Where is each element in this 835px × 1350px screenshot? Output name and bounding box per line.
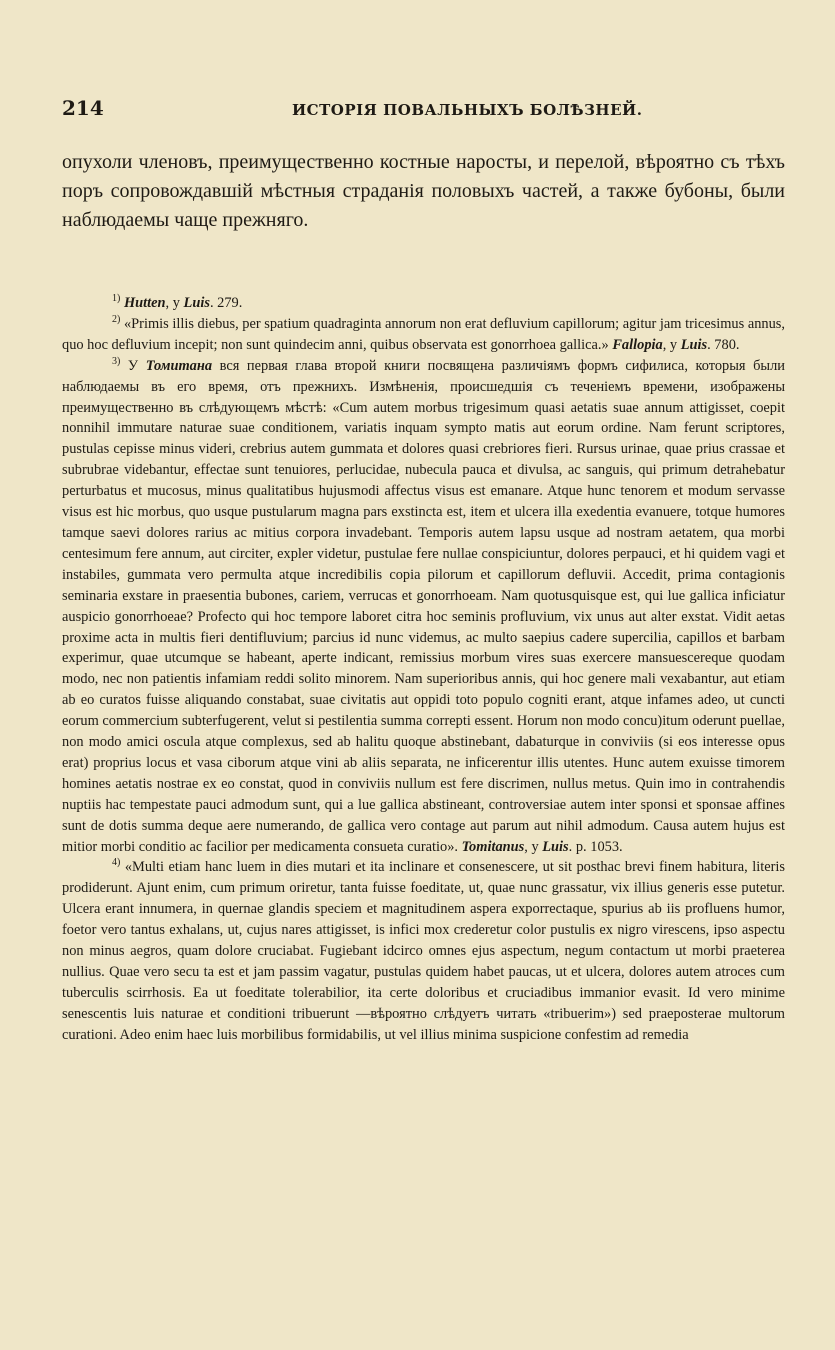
page-number: 214 bbox=[62, 96, 104, 120]
running-title: ИСТОРІЯ ПОВАЛЬНЫХЪ БОЛѢЗНЕЙ. bbox=[292, 101, 643, 119]
footnote-connector: , у bbox=[524, 838, 543, 855]
footnote-3 bbox=[62, 356, 785, 858]
footnote-2 bbox=[62, 314, 785, 356]
footnote-lead: У bbox=[127, 357, 146, 374]
footnote-source: Luis bbox=[680, 336, 708, 353]
footnote-marker: 1) bbox=[112, 293, 121, 305]
footnote-author-2: Tomitanus bbox=[461, 838, 525, 855]
footnote-marker: 3) bbox=[112, 355, 121, 367]
footnote-source: Luis bbox=[183, 295, 210, 311]
footnote-tail: . p. 1053. bbox=[568, 838, 623, 855]
footnote-4 bbox=[62, 857, 785, 1045]
footnote-text: вся первая глава второй книги посвящена различіямъ формъ сифилиса, которыя были наблюдаемы въ его время, отъ прежнихъ. Измѣненія, происшедшія съ теченіемъ времени, изображены преимущественно въ слѣдующемъ мѣстѣ: «Cum autem morbus trigesimum quasi aetatis suae annum attigisset, coepit nonnihil immutare naturae suae conditionem, variatis inquam sympto matis aut eorum ordine. Nam ferunt scriptores, pustulas cepisse minus videri, crebrius autem gummata et dolores quasi crebriores fieri. Rursus urinae, quae prius crassae et subrubrae videbantur, effectae sunt tenuiores, perlucidae, nubecula pauca et divulsa, ac sanguis, qui primum detrahebatur perturbatus et mucosus, minus qualitatibus hujusmodi affectus visus est emanare. Atque hunc tenorem et modum servasse visus est hic morbus, quo usque pustularum magna pars exstincta est, item et ulcera illa exedentia evanuere, totque humores tamque saevi dolores rarius ac mitius corpora invadebant. Temporis autem lapsu usque ad nostram aetatem, qua morbi centesimum fere annum, aut circiter, expler videtur, pustulae fere nullae conspiciuntur, dolores perpauci, et hi quidem vagi et instabiles, gummata vero permulta atque incredibilis copia pilorum et capillorum defluvii. Accedit, prima contagionis seminaria exstare in praesentia bubones, cariem, verrucas et gonorrhoeam. Nam quotusquisque est, qui lue gallica inficiatur auspicio gonorrhoeae? Profecto qui hoc tempore laboret citra hoc seminis profluvium, vix unus aut alter exstat. Vidit aetas proxime acta in multis fieri dentifluvium; parcius id nunc videmus, ac multo saepius cadere supercilia, capillos et barbam experimur, quae utcumque se habeant, aperte indicant, remissius morbum vires suas exercere mansuescereque quodam modo, nec non patientis infamiam reddi solito minorem. Nam superioribus annis, qui hoc genere mali vexabantur, aut etiam ab eo curatos fuisse aliquando constabat, suae civitatis aut oppidi toto populo cogniti erant, atque infames adeo, ut cuncti eorum commercium subterfugerent, velut si pestilentia summa correpti essent. Horum non modo concu)itum oderunt puellae, non modo amici oscula atque complexus, sed ab halitu quoque abstinebant, dabaturque in conviviis (si eos interesse opus erat) proprius locus et vasa ciborum atque vini ab aliis separata, ne inficerentur illis utentes. Hunc autem exuisse timorem homines aetatis nostrae ex eo constat, quod in conviviis nullum est fere discrimen, nullus metus. Quin imo in contrahendis nuptiis hac tempestate pauci admodum sunt, qui a lue gallica abstineant, controversiae autem inter sponsi et sponsae affines sunt de dotis summa deque aere numerando, de gallica vero contage aut parum aut nihil admodum. Causa autem hujus est mitior morbi conditio ac facilior per medicamenta consueta curatio». bbox=[62, 357, 785, 855]
footnote-text: «Multi etiam hanc luem in dies mutari et ita inclinare et consenescere, ut sit posthac brevi finem habitura, literis prodiderunt. Ajunt enim, cum primum oriretur, tanta fuisse foeditate, ut, quae nunc grassatur, vix illius generis esse putetur. Ulcera erant innumera, in quernae glandis speciem et magnitudinem aspera exporrectaque, spurius ab iis profluens humor, foetor vero tantus exhalans, ut, cujus nares attigisset, is infici mox crederetur color pustulis ex nigro virescens, ipso aspectu non minus aegros, quam dolore cruciabat. Fugiebant idcirco omnes ejus aspectum, negum contactum ut morbi praeterea nullius. Quae vero secu ta est et jam passim vagatur, pustulas quidem habet paucas, ut et ulcera, dolores autem atroces cum tuberculis scirrhosis. Ea ut foeditate tolerabilior, ita certe doloribus et cruciadibus immanior evasit. Id vero minime senescentis luis naturae et conditioni tribuerunt —вѣроятно слѣдуетъ читать «tribuerim») sed praeposterae multorum curationi. Adeo enim haec luis morbilibus formidabilis, ut vel illius minima suspicione confestim ad remedia bbox=[62, 859, 785, 1043]
footnote-marker: 4) bbox=[112, 857, 121, 869]
footnote-author: Fallopia bbox=[612, 336, 663, 353]
footnote-1 bbox=[62, 293, 785, 314]
footnotes bbox=[62, 293, 785, 1046]
footnote-author: Hutten bbox=[123, 295, 166, 311]
main-text-paragraph: опухоли членовъ, преимущественно костные наросты, и перелой, вѣроятно съ тѣхъ поръ сопровождавшій мѣстныя страданія половыхъ частей, а также бубоны, были наблюдаемы чаще прежняго. bbox=[62, 151, 785, 231]
footnote-connector: , у bbox=[165, 295, 184, 311]
footnote-text: «Primis illis diebus, per spatium quadraginta annorum non erat defluvium capillorum; agitur jam tricesimus annus, quo hoc defluvium incepit; non sunt quindecim anni, quibus observata est gonorrhoea gallica.» bbox=[62, 315, 785, 353]
footnote-connector: , у bbox=[662, 336, 681, 353]
footnote-marker: 2) bbox=[112, 314, 121, 326]
footnote-tail: . 780. bbox=[707, 336, 740, 353]
page-header bbox=[62, 96, 785, 120]
footnote-text: . 279. bbox=[209, 295, 243, 311]
footnote-author: Томитана bbox=[145, 357, 213, 374]
footnote-source: Luis bbox=[542, 838, 569, 855]
